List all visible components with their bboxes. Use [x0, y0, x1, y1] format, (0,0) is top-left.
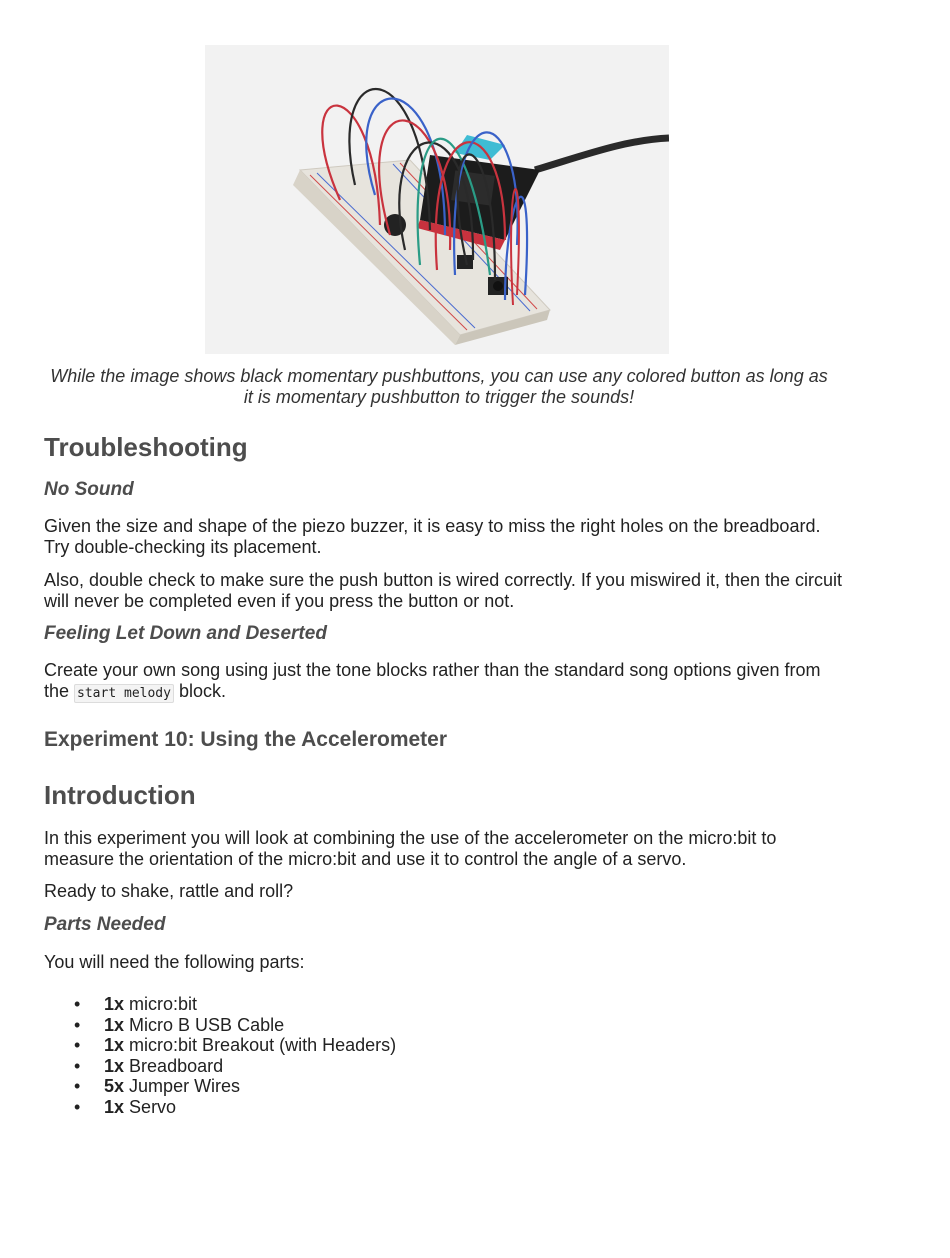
part-quantity: 1x — [104, 1035, 125, 1056]
troubleshooting-heading: Troubleshooting — [44, 432, 248, 462]
list-item — [44, 1076, 644, 1097]
list-item — [44, 1097, 644, 1118]
list-item — [44, 1015, 644, 1036]
bullet: • — [74, 994, 81, 1014]
image-caption: While the image shows black momentary pushbuttons, you can use any colored button as long as it is momentary pushbutton to trigger the sounds! — [50, 366, 828, 407]
part-quantity: 5x — [104, 1076, 125, 1097]
parts-intro: You will need the following parts: — [44, 952, 305, 972]
bullet: • — [74, 1035, 81, 1056]
no-sound-paragraph-1: Given the size and shape of the piezo buzzer, it is easy to miss the right holes on the breadboard. Try double-checking its placement. — [44, 516, 821, 557]
part-name: micro:bit Breakout (with Headers) — [129, 1035, 397, 1056]
feeling-let-down-paragraph — [44, 660, 834, 704]
start-melody-code: start melody — [74, 684, 174, 703]
list-item — [44, 1035, 644, 1056]
paragraph-text-end: block. — [173, 681, 226, 701]
part-quantity: 1x — [104, 1055, 125, 1076]
part-name: Servo — [129, 1096, 177, 1117]
part-name: Micro B USB Cable — [129, 1014, 285, 1035]
bullet: • — [74, 1076, 81, 1097]
bullet: • — [74, 1055, 81, 1076]
parts-needed-heading: Parts Needed — [44, 914, 166, 935]
list-item — [44, 1056, 644, 1077]
part-quantity: 1x — [104, 1096, 125, 1117]
paragraph-text-start: Create your own song using just the tone blocks rather than the standard song options given from the — [44, 660, 821, 701]
list-item — [44, 994, 644, 1015]
introduction-heading: Introduction — [44, 780, 196, 810]
part-quantity: 1x — [104, 1014, 125, 1035]
no-sound-heading: No Sound — [44, 479, 134, 500]
no-sound-paragraph-2: Also, double check to make sure the push button is wired correctly. If you miswired it, then the circuit will never be completed even if you press the button or not. — [44, 570, 843, 611]
breadboard-circuit-photo — [205, 45, 669, 354]
part-name: micro:bit — [129, 994, 198, 1014]
part-name: Breadboard — [129, 1055, 224, 1076]
part-quantity: 1x — [104, 994, 125, 1014]
bullet: • — [74, 1014, 81, 1035]
bullet: • — [74, 1096, 81, 1117]
introduction-paragraph-1: In this experiment you will look at combining the use of the accelerometer on the micro:bit to measure the orientation of the micro:bit and use it to control the angle of a servo. — [44, 828, 777, 869]
part-name: Jumper Wires — [129, 1076, 241, 1097]
introduction-paragraph-2: Ready to shake, rattle and roll? — [44, 881, 294, 901]
feeling-let-down-heading: Feeling Let Down and Deserted — [44, 623, 327, 644]
parts-list — [44, 994, 644, 1118]
experiment-title: Experiment 10: Using the Accelerometer — [44, 728, 448, 751]
